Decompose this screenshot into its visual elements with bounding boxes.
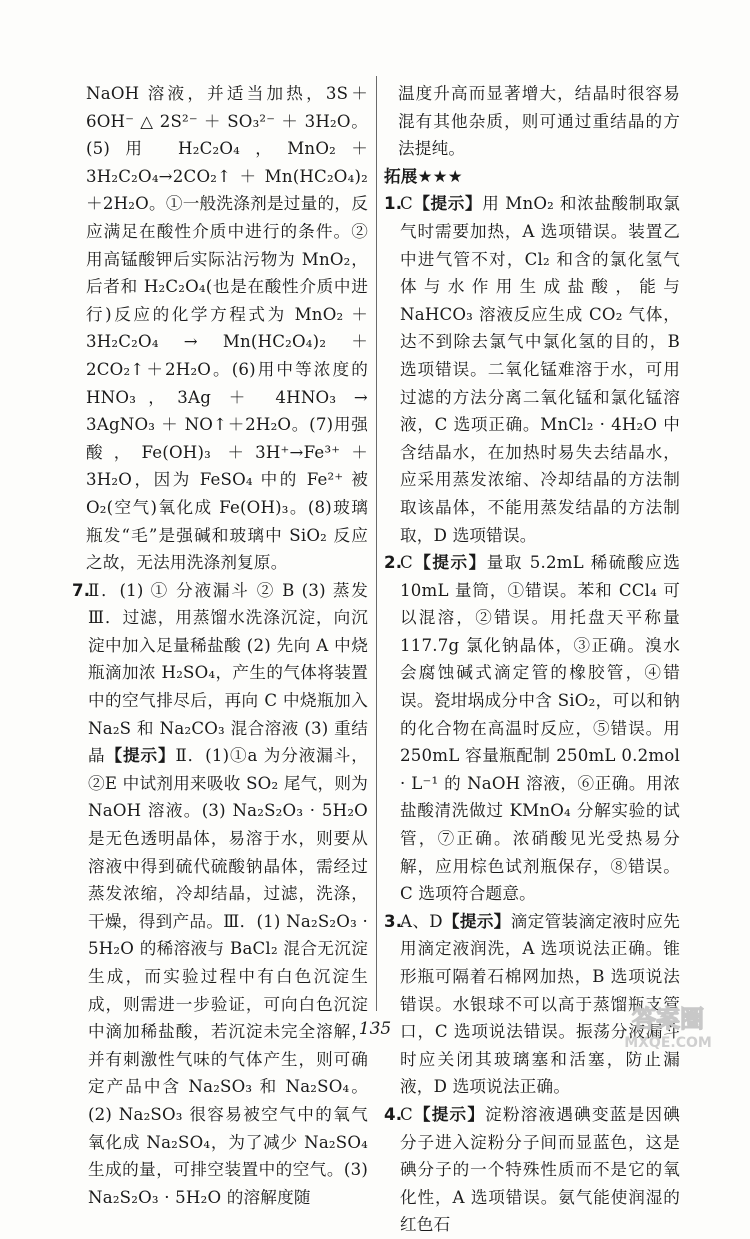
item-number: 1. xyxy=(384,194,403,214)
item-number: 3. xyxy=(384,911,403,931)
item-number: 4. xyxy=(384,1104,403,1124)
hint-label: 【提示】 xyxy=(442,911,511,931)
item-number: 2. xyxy=(384,553,403,573)
item-body xyxy=(88,577,368,1212)
hint-text: 淀粉溶液遇碘变蓝是因碘分子进入淀粉分子间而显蓝色，这是碘分子的一个特殊性质而不是它的氧化性，A 选项错误。氨气能使润湿的红色石 xyxy=(400,1104,680,1235)
hint-text: 量取 5.2mL 稀硫酸应选 10mL 量筒，①错误。苯和 CCl₄ 可以混溶，②错误。用托盘天平称量 117.7g 氯化钠晶体，③正确。溴水会腐蚀碱式滴定管的橡胶管，④错误。瓷坩埚成分中含 SiO₂，可以和钠的化合物在高温时反应，⑤错误。用 250mL 容量瓶配制 250mL 0.2mol · L⁻¹ 的 NaOH 溶液，⑥正确。用浓盐酸清洗做过 KMnO₄ 分解实验的试管，⑦正确。浓硝酸见光受热易分解，应用棕色试剂瓶保存，⑧错误。C 选项符合题意。 xyxy=(400,553,680,904)
answer-item-7 xyxy=(72,577,368,1212)
item-body xyxy=(400,190,680,549)
section-heading: 拓展★★★ xyxy=(384,166,463,186)
right-continuation-paragraph: 温度升高而显著增大，结晶时很容易混有其他杂质，则可通过重结晶的方法提纯。 xyxy=(398,84,680,159)
column-divider xyxy=(376,76,377,1011)
answer-item-2 xyxy=(384,549,680,908)
watermark-url: MXQE.COM xyxy=(624,1035,712,1051)
watermark-logo-icon xyxy=(598,997,738,1053)
item-answer: C xyxy=(400,1104,413,1124)
hint-label: 【提示】 xyxy=(412,194,483,214)
hint-label: 【提示】 xyxy=(105,746,176,766)
item-number: 7. xyxy=(72,580,91,600)
item-body xyxy=(400,549,680,908)
watermark-logo xyxy=(598,997,738,1053)
item-body xyxy=(400,1101,680,1239)
item-answer: C xyxy=(400,194,413,214)
item-answer: C xyxy=(400,553,413,573)
page-number: 135 xyxy=(358,1019,392,1039)
left-column xyxy=(72,80,368,1211)
left-continuation-paragraph: NaOH 溶液，并适当加热，3S＋6OH⁻ △ 2S²⁻ ＋ SO₃²⁻ ＋ 3H₂O。(5)用 H₂C₂O₄，MnO₂＋3H₂C₂O₄→2CO₂↑＋Mn(HC₂O₄)₂＋2H₂O。①一般洗涤剂是过量的，反应满足在酸性介质中进行的条件。②用高锰酸钾后实际沾污物为 MnO₂，后者和 H₂C₂O₄(也是在酸性介质中进行)反应的化学方程式为 MnO₂ ＋ 3H₂C₂O₄ → Mn(HC₂O₄)₂ ＋ 2CO₂↑＋2H₂O。(6)用中等浓度的 HNO₃，3Ag ＋ 4HNO₃ → 3AgNO₃ ＋ NO↑＋2H₂O。(7)用强酸，Fe(OH)₃ ＋3H⁺→Fe³⁺＋3H₂O，因为 FeSO₄ 中的 Fe²⁺ 被 O₂(空气)氧化成 Fe(OH)₃。(8)玻璃瓶发“毛”是强碱和玻璃中 SiO₂ 反应之故，无法用洗涤剂复原。 xyxy=(86,84,368,573)
hint-text: Ⅱ．(1)①a 为分液漏斗，②E 中试剂用来吸收 SO₂ 尾气，则为 NaOH 溶液。(3) Na₂S₂O₃ · 5H₂O 是无色透明晶体，易溶于水，则要从溶液中得到硫代硫酸钠晶体，需经过蒸发浓缩，冷却结晶，过滤，洗涤，干燥，得到产品。Ⅲ．(1) Na₂S₂O₃ · 5H₂O 的稀溶液与 BaCl₂ 混合无沉淀生成，而实验过程中有白色沉淀生成，则需进一步验证，可向白色沉淀中滴加稀盐酸，若沉淀未完全溶解，并有刺激性气味的气体产生，则可确定产品中含 Na₂SO₃ 和 Na₂SO₄。(2) Na₂SO₃ 很容易被空气中的氧气氧化成 Na₂SO₄，为了减少 Na₂SO₄ 生成的量，可排空装置中的空气。(3) Na₂S₂O₃ · 5H₂O 的溶解度随 xyxy=(88,746,368,1207)
item-answer: Ⅱ．(1) ① 分液漏斗 ② B (3) 蒸发 Ⅲ．过滤，用蒸馏水洗涤沉淀，向沉淀中加入足量稀盐酸 (2) 先向 A 中烧瓶滴加浓 H₂SO₄，产生的气体将装置中的空气排尽后，再向 C 中烧瓶加入 Na₂S 和 Na₂CO₃ 混合溶液 (3) 重结晶 xyxy=(88,580,368,766)
right-column xyxy=(384,80,680,1239)
watermark-text: 答案圈 xyxy=(632,1005,704,1033)
answer-item-1 xyxy=(384,190,680,549)
hint-label: 【提示】 xyxy=(412,1104,486,1124)
answer-item-4 xyxy=(384,1101,680,1239)
hint-label: 【提示】 xyxy=(412,553,487,573)
hint-text: 用 MnO₂ 和浓盐酸制取氯气时需要加热，A 选项错误。装置乙中进气管不对，Cl₂ 和含的氯化氢气体与水作用生成盐酸，能与 NaHCO₃ 溶液反应生成 CO₂ 气体，达不到除去氯气中氯化氢的目的，B 选项错误。二氧化锰难溶于水，可用过滤的方法分离二氧化锰和氯化锰溶液，C 选项正确。MnCl₂ · 4H₂O 中含结晶水，在加热时易失去结晶水，应采用蒸发浓缩、冷却结晶的方法制取该晶体，不能用蒸发结晶的方法制取，D 选项错误。 xyxy=(400,194,680,545)
item-answer: A、D xyxy=(400,911,443,931)
hint-text: 滴定管装滴定液时应先用滴定液润洗，A 选项说法正确。锥形瓶可隔着石棉网加热，B 选项说法错误。水银球不可以高于蒸馏瓶支管口，C 选项说法错误。振荡分液漏斗时应关闭其玻璃塞和活塞，防止漏液，D 选项说法正确。 xyxy=(400,911,680,1097)
